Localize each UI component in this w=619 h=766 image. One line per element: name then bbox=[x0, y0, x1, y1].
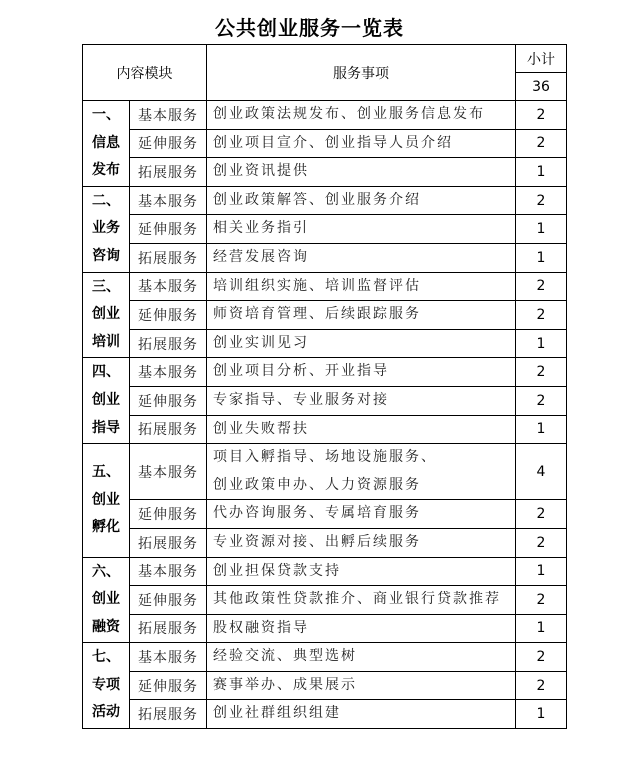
table-row bbox=[83, 444, 567, 500]
table-row bbox=[83, 614, 567, 643]
module-name bbox=[83, 557, 130, 643]
service-type: 基本服务 bbox=[130, 101, 207, 130]
module-name-line: 五、 bbox=[92, 463, 120, 480]
service-items bbox=[207, 129, 516, 158]
service-type: 基本服务 bbox=[130, 643, 207, 672]
module-name-line: 发布 bbox=[92, 162, 120, 179]
item-count: 2 bbox=[516, 500, 567, 529]
service-item-line: 相关业务指引 bbox=[213, 220, 309, 237]
service-items bbox=[207, 643, 516, 672]
table-row bbox=[83, 586, 567, 615]
service-items bbox=[207, 671, 516, 700]
module-name-line: 指导 bbox=[92, 419, 120, 436]
table-row bbox=[83, 500, 567, 529]
service-item-line: 创业项目宣介、创业指导人员介绍 bbox=[213, 134, 453, 151]
item-count: 1 bbox=[516, 415, 567, 444]
service-items bbox=[207, 329, 516, 358]
service-type: 拓展服务 bbox=[130, 700, 207, 729]
table-row bbox=[83, 301, 567, 330]
module-name bbox=[83, 186, 130, 272]
table-body bbox=[83, 101, 567, 729]
service-type: 延伸服务 bbox=[130, 215, 207, 244]
module-name-line: 业务 bbox=[92, 220, 120, 237]
table-row bbox=[83, 358, 567, 387]
service-type: 基本服务 bbox=[130, 272, 207, 301]
item-count: 1 bbox=[516, 614, 567, 643]
service-items bbox=[207, 358, 516, 387]
service-type: 延伸服务 bbox=[130, 301, 207, 330]
table-row bbox=[83, 329, 567, 358]
service-item-line: 专业资源对接、出孵后续服务 bbox=[213, 533, 421, 550]
service-items bbox=[207, 557, 516, 586]
table-row bbox=[83, 528, 567, 557]
header-module: 内容模块 bbox=[83, 45, 207, 101]
service-item-line: 创业资讯提供 bbox=[213, 163, 309, 180]
service-item-line: 创业担保贷款支持 bbox=[213, 562, 341, 579]
header-items: 服务事项 bbox=[207, 45, 516, 101]
table-row bbox=[83, 386, 567, 415]
module-name-line: 活动 bbox=[92, 704, 120, 721]
table-row bbox=[83, 557, 567, 586]
item-count: 4 bbox=[516, 444, 567, 500]
service-items bbox=[207, 272, 516, 301]
service-type: 延伸服务 bbox=[130, 671, 207, 700]
service-items bbox=[207, 186, 516, 215]
table-row bbox=[83, 643, 567, 672]
service-items bbox=[207, 386, 516, 415]
service-item-line: 创业政策解答、创业服务介绍 bbox=[213, 191, 421, 208]
item-count: 2 bbox=[516, 358, 567, 387]
table-row bbox=[83, 129, 567, 158]
service-table bbox=[82, 44, 567, 729]
module-name-line: 咨询 bbox=[92, 247, 120, 264]
service-type: 基本服务 bbox=[130, 444, 207, 500]
table-row bbox=[83, 215, 567, 244]
item-count: 1 bbox=[516, 329, 567, 358]
module-name-line: 一、 bbox=[92, 107, 120, 123]
service-items bbox=[207, 614, 516, 643]
service-item-line: 专家指导、专业服务对接 bbox=[213, 391, 389, 408]
module-name-line: 创业 bbox=[92, 306, 120, 323]
service-item-line: 创业社群组织组建 bbox=[213, 705, 341, 722]
service-type: 拓展服务 bbox=[130, 158, 207, 187]
header-subtotal: 小计 bbox=[516, 45, 567, 73]
service-type: 基本服务 bbox=[130, 358, 207, 387]
service-item-line: 创业实训见习 bbox=[213, 334, 309, 351]
item-count: 2 bbox=[516, 586, 567, 615]
module-name-line: 七、 bbox=[92, 649, 120, 666]
item-count: 2 bbox=[516, 129, 567, 158]
item-count: 2 bbox=[516, 101, 567, 130]
service-item-line: 师资培育管理、后续跟踪服务 bbox=[213, 306, 421, 323]
service-type: 拓展服务 bbox=[130, 329, 207, 358]
service-type: 延伸服务 bbox=[130, 500, 207, 529]
table-row bbox=[83, 101, 567, 130]
service-type: 拓展服务 bbox=[130, 243, 207, 272]
service-items bbox=[207, 415, 516, 444]
service-items bbox=[207, 243, 516, 272]
item-count: 2 bbox=[516, 272, 567, 301]
service-item-line: 股权融资指导 bbox=[213, 619, 309, 636]
service-item-line: 经营发展咨询 bbox=[213, 248, 309, 265]
total-count: 36 bbox=[516, 73, 567, 101]
service-item-line: 代办咨询服务、专属培育服务 bbox=[213, 505, 421, 522]
service-items bbox=[207, 158, 516, 187]
service-type: 基本服务 bbox=[130, 186, 207, 215]
item-count: 2 bbox=[516, 528, 567, 557]
module-name-line: 创业 bbox=[92, 591, 120, 608]
module-name bbox=[83, 643, 130, 729]
service-type: 延伸服务 bbox=[130, 386, 207, 415]
table-row bbox=[83, 671, 567, 700]
service-item-line: 其他政策性贷款推介、商业银行贷款推荐 bbox=[213, 591, 501, 608]
module-name-line: 专项 bbox=[92, 676, 120, 693]
service-items bbox=[207, 700, 516, 729]
service-item-line: 创业政策法规发布、创业服务信息发布 bbox=[213, 106, 485, 122]
service-type: 延伸服务 bbox=[130, 129, 207, 158]
module-name-line: 四、 bbox=[92, 364, 120, 381]
module-name-line: 信息 bbox=[92, 134, 120, 151]
service-item-line: 经验交流、典型选树 bbox=[213, 648, 357, 665]
service-items bbox=[207, 444, 516, 500]
service-item-line: 培训组织实施、培训监督评估 bbox=[213, 277, 421, 294]
module-name-line: 孵化 bbox=[92, 519, 120, 536]
service-type: 拓展服务 bbox=[130, 614, 207, 643]
module-name-line: 二、 bbox=[92, 192, 120, 209]
item-count: 1 bbox=[516, 557, 567, 586]
item-count: 1 bbox=[516, 158, 567, 187]
service-items bbox=[207, 528, 516, 557]
table-row bbox=[83, 415, 567, 444]
service-item-line: 创业政策申办、人力资源服务 bbox=[213, 476, 421, 493]
table-row bbox=[83, 243, 567, 272]
service-item-line: 项目入孵指导、场地设施服务、 bbox=[213, 449, 437, 466]
module-name-line: 创业 bbox=[92, 491, 120, 508]
table-row bbox=[83, 272, 567, 301]
module-name-line: 培训 bbox=[92, 333, 120, 350]
service-items bbox=[207, 586, 516, 615]
module-name-line: 融资 bbox=[92, 618, 120, 635]
module-name bbox=[83, 444, 130, 557]
service-type: 基本服务 bbox=[130, 557, 207, 586]
item-count: 1 bbox=[516, 700, 567, 729]
module-name bbox=[83, 272, 130, 358]
service-type: 拓展服务 bbox=[130, 415, 207, 444]
item-count: 2 bbox=[516, 671, 567, 700]
table-row bbox=[83, 186, 567, 215]
module-name bbox=[83, 101, 130, 187]
module-name-line: 三、 bbox=[92, 278, 120, 295]
service-items bbox=[207, 500, 516, 529]
item-count: 1 bbox=[516, 215, 567, 244]
service-items bbox=[207, 101, 516, 130]
item-count: 2 bbox=[516, 186, 567, 215]
service-item-line: 创业失败帮扶 bbox=[213, 420, 309, 437]
item-count: 2 bbox=[516, 386, 567, 415]
page-title: 公共创业服务一览表 bbox=[215, 16, 404, 40]
service-type: 拓展服务 bbox=[130, 528, 207, 557]
module-name bbox=[83, 358, 130, 444]
service-items bbox=[207, 301, 516, 330]
item-count: 2 bbox=[516, 643, 567, 672]
module-name-line: 创业 bbox=[92, 391, 120, 408]
service-type: 延伸服务 bbox=[130, 586, 207, 615]
item-count: 2 bbox=[516, 301, 567, 330]
table-row bbox=[83, 158, 567, 187]
table-row bbox=[83, 700, 567, 729]
service-item-line: 创业项目分析、开业指导 bbox=[213, 363, 389, 380]
service-item-line: 赛事举办、成果展示 bbox=[213, 676, 357, 693]
service-items bbox=[207, 215, 516, 244]
module-name-line: 六、 bbox=[92, 563, 120, 580]
item-count: 1 bbox=[516, 243, 567, 272]
